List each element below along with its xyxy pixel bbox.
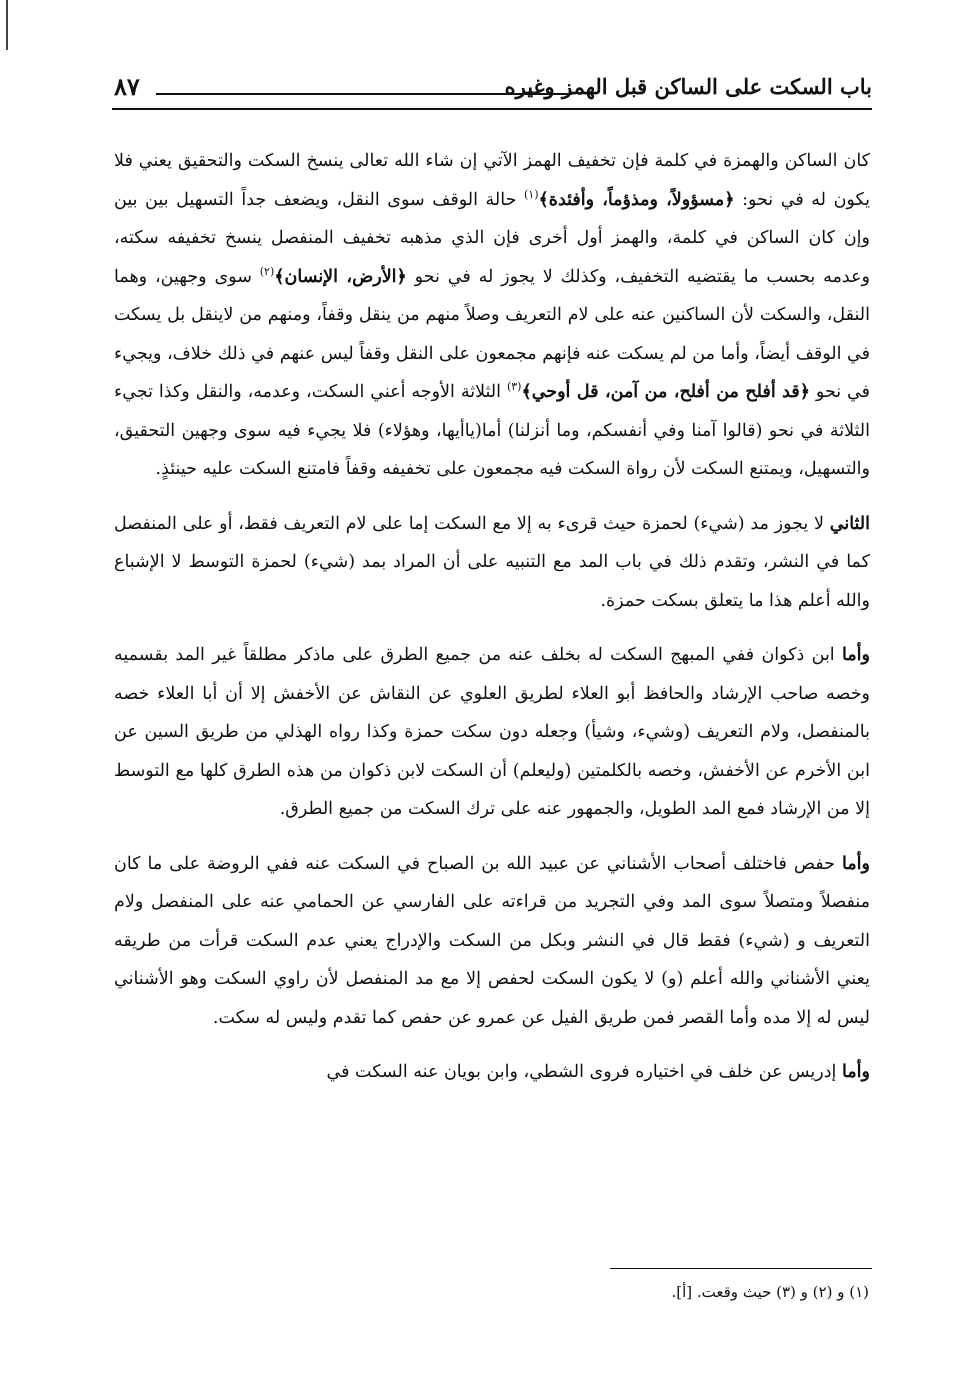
header-underline [112,108,872,110]
paragraph-lead-word: وأما [841,1062,870,1082]
page-number: ٨٧ [114,72,140,101]
text-run: الثلاثة الأوجه أعني السكت، وعدمه، والنقل وكذا تجيء الثلاثة في نحو (قالوا آمنا وفي أنفسكم، وما أنزلنا) أما(ياأيها، وهؤلاء) فلا يجيء فيه سوى وجهين التحقيق، والتسهيل، ويمتنع السكت لأن رواة السكت فيه مجمعون على تخفيفه وقفاً فامتنع السكت عليه حينئذٍ. [114,382,870,479]
paragraph [114,1053,870,1092]
quran-quote: ﴿قد أفلح من أفلح، من آمن، قل أوحي﴾ [521,382,810,402]
paragraph-lead-word: وأما [841,645,870,665]
text-run: سوى وجهين، وهما النقل، والسكت لأن الساكنين عنه على لام التعريف وصلاً منهم من ينقل وقفاً، ومنهم من لاينقل بل يسكت في الوقف أيضاً، وأما من لم يسكت عنه فإنهم مجمعون على النقل وقفاً ليس عنهم في ذلك خلاف، ويجيء في نحو [114,266,870,402]
text-run: حفص فاختلف أصحاب الأشناني عن عبيد الله بن الصباح في السكت عنه ففي الروضة على ما كان منفصلاً ومتصلاً سوى المد وفي التجريد من قراءته على الفارسي عن الحمامي عنه على المنفصل ولام التعريف و (شيء) فقط قال في النشر وبكل من السكت والإدراج يعني عدم السكت قرأت من طريقه يعني الأشناني والله أعلم (و) لا يكون السكت لحفص إلا مع مد المنفصل لأن راوي السكت وهو الأشناني ليس له إلا مده وأما القصر فمن طريق الفيل عن عمرو عن حفص كما تقدم وليس له سكت. [114,853,870,1028]
paragraph [114,845,870,1038]
header-rule [156,93,572,95]
main-text [114,142,870,1108]
text-run: إدريس عن خلف في اختياره فروى الشطي، وابن بويان عنه السكت في [326,1062,842,1082]
page-edge-mark [6,0,8,50]
paragraph [114,505,870,621]
text-run: لا يجوز مد (شيء) لحمزة حيث قرىء به إلا مع السكت إما على لام التعريف فقط، أو على المنفصل كما في النشر، وتقدم ذلك في باب المد مع التنبيه على أن المراد بمد (شيء) لحمزة التوسط لا الإشباع والله أعلم هذا ما يتعلق بسكت حمزة. [114,513,870,611]
paragraph-lead-word: الثاني [829,513,870,534]
footnote: (١) و (٢) و (٣) حيث وقعت. [أ]. [671,1283,869,1301]
footnote-rule [610,1268,872,1269]
footnote-ref: (١) [524,187,539,201]
quran-quote: ﴿مسؤولاً، ومذؤماً، وأفئدة﴾ [538,189,735,210]
paragraph [114,636,870,829]
text-run: كان الساكن والهمزة في كلمة فإن تخفيف الهمز الآتي إن شاء الله تعالى ينسخ السكت والتحقيق يعني فلا يكون له في نحو: [114,151,871,210]
text-run: ابن ذكوان ففي المبهج السكت له بخلف عنه من جميع الطرق على ماذكر مطلقاً غير المد بقسميه وخصه صاحب الإرشاد والحافظ أبو العلاء لطريق العلوي عن النقاش عن الأخفش إلا أن أبا العلاء خصه بالمنفصل، ولام التعريف (وشيء، وشيأ) وجعله دون سكت حمزة وكذا رواه الهذلي من طريق السين عن ابن الأخرم عن الأخفش، وخصه بالكلمتين (وليعلم) أن السكت لابن ذكوان من هذه الطرق كلها مع التوسط إلا من الإرشاد فمع المد الطويل، والجمهور عنه على ترك السكت من جميع الطرق. [114,645,870,819]
footnote-ref: (٢) [259,264,275,278]
running-header [112,72,872,110]
chapter-title: باب السكت على الساكن قبل الهمز وغيره [504,74,872,99]
paragraph [114,142,870,489]
paragraph-lead-word: وأما [841,853,870,874]
quran-quote: ﴿الأرض، الإنسان﴾ [274,266,407,287]
text-run: حالة الوقف سوى النقل، ويضعف جداً التسهيل بين بين وإن كان الساكن في كلمة، والهمز أول أخرى فإن الذي مذهبه تخفيف المنفصل ينسخ تخفيفه سكته، وعدمه بحسب ما يقتضيه التخفيف، وكذلك لا يجوز له في نحو [114,189,870,287]
footnote-ref: (٣) [506,380,522,394]
